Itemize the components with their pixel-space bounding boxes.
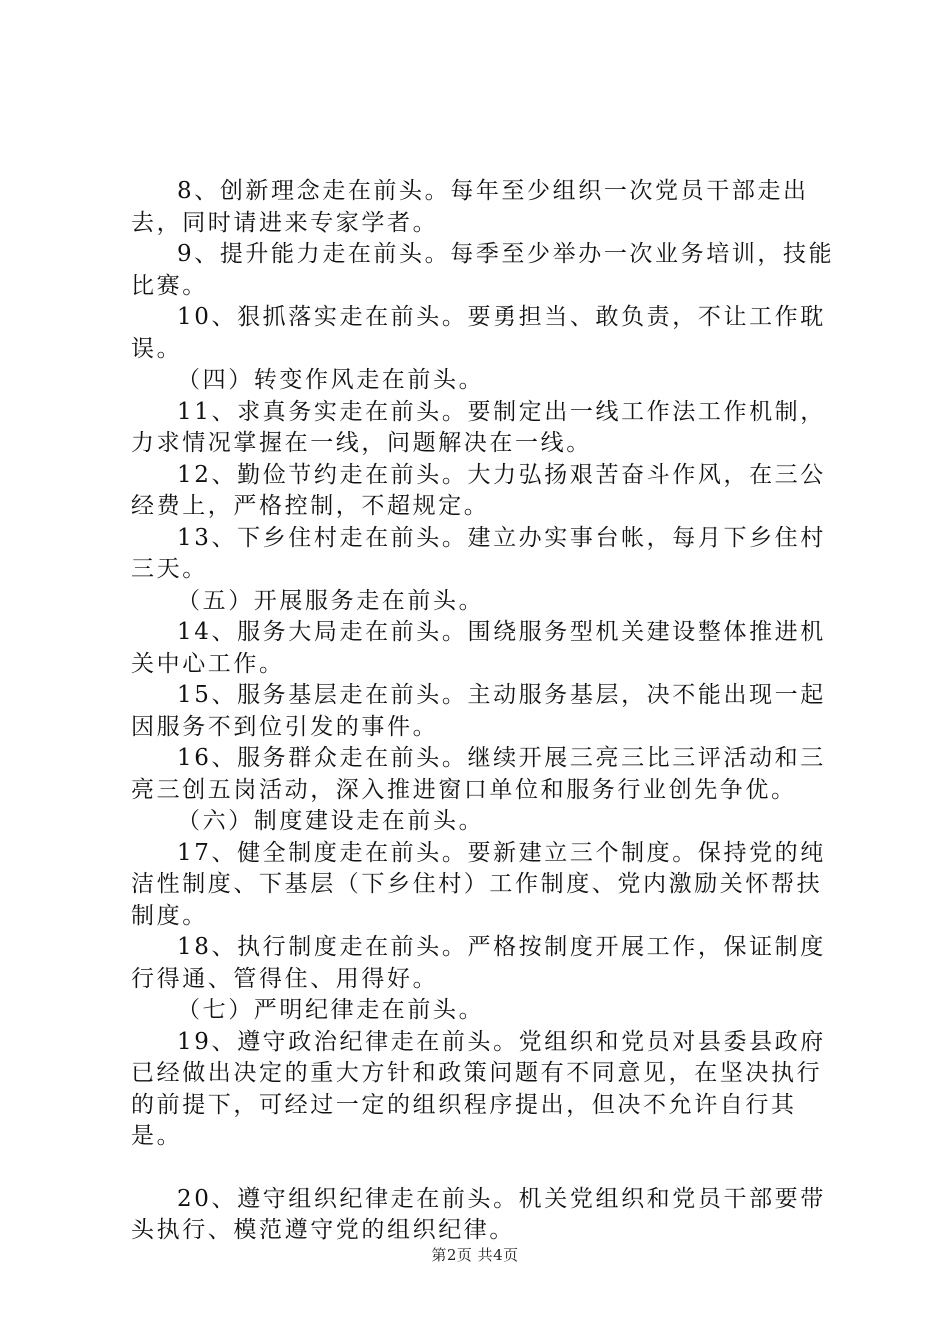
- paragraph-item-10: 10、狠抓落实走在前头。要勇担当、敢负责，不让工作耽误。: [131, 304, 826, 362]
- paragraph-item-15: 15、服务基层走在前头。主动服务基层，决不能出现一起因服务不到位引发的事件。: [131, 682, 826, 740]
- paragraph-item-8: 8、创新理念走在前头。每年至少组织一次党员干部走出去，同时请进来专家学者。: [131, 178, 809, 236]
- paragraph-item-20: 20、遵守组织纪律走在前头。机关党组织和党员干部要带头执行、模范遵守党的组织纪律。: [131, 1185, 826, 1243]
- paragraph-item-17: 17、健全制度走在前头。要新建立三个制度。保持党的纯洁性制度、下基层（下乡住村）工作制度、党内激励关怀帮扶制度。: [131, 839, 826, 929]
- page-number-footer: 第2页 共4页: [431, 1246, 519, 1264]
- paragraph-item-18: 18、执行制度走在前头。严格按制度开展工作，保证制度行得通、管得住、用得好。: [131, 934, 826, 992]
- paragraph-item-12: 12、勤俭节约走在前头。大力弘扬艰苦奋斗作风，在三公经费上，严格控制，不超规定。: [131, 461, 826, 519]
- paragraph-spacer: [131, 1153, 836, 1184]
- section-heading-7: （七）严明纪律走在前头。: [177, 997, 485, 1023]
- section-heading-4: （四）转变作风走在前头。: [177, 367, 485, 393]
- document-body: [131, 176, 836, 1247]
- paragraph-item-19: 19、遵守政治纪律走在前头。党组织和党员对县委县政府已经做出决定的重大方针和政策问题有不同意见，在坚决执行的前提下，可经过一定的组织程序提出，但决不允许自行其是。: [131, 1028, 826, 1149]
- paragraph-item-9: 9、提升能力走在前头。每季至少举办一次业务培训，技能比赛。: [131, 241, 835, 299]
- paragraph-item-11: 11、求真务实走在前头。要制定出一线工作法工作机制，力求情况掌握在一线，问题解决在一线。: [131, 398, 826, 456]
- section-heading-5: （五）开展服务走在前头。: [177, 587, 485, 614]
- section-heading-6: （六）制度建设走在前头。: [177, 808, 485, 834]
- paragraph-item-13: 13、下乡住村走在前头。建立办实事台帐，每月下乡住村三天。: [131, 524, 826, 582]
- paragraph-item-16: 16、服务群众走在前头。继续开展三亮三比三评活动和三亮三创五岗活动，深入推进窗口单位和服务行业创先争优。: [131, 745, 826, 803]
- paragraph-item-14: 14、服务大局走在前头。围绕服务型机关建设整体推进机关中心工作。: [131, 619, 826, 677]
